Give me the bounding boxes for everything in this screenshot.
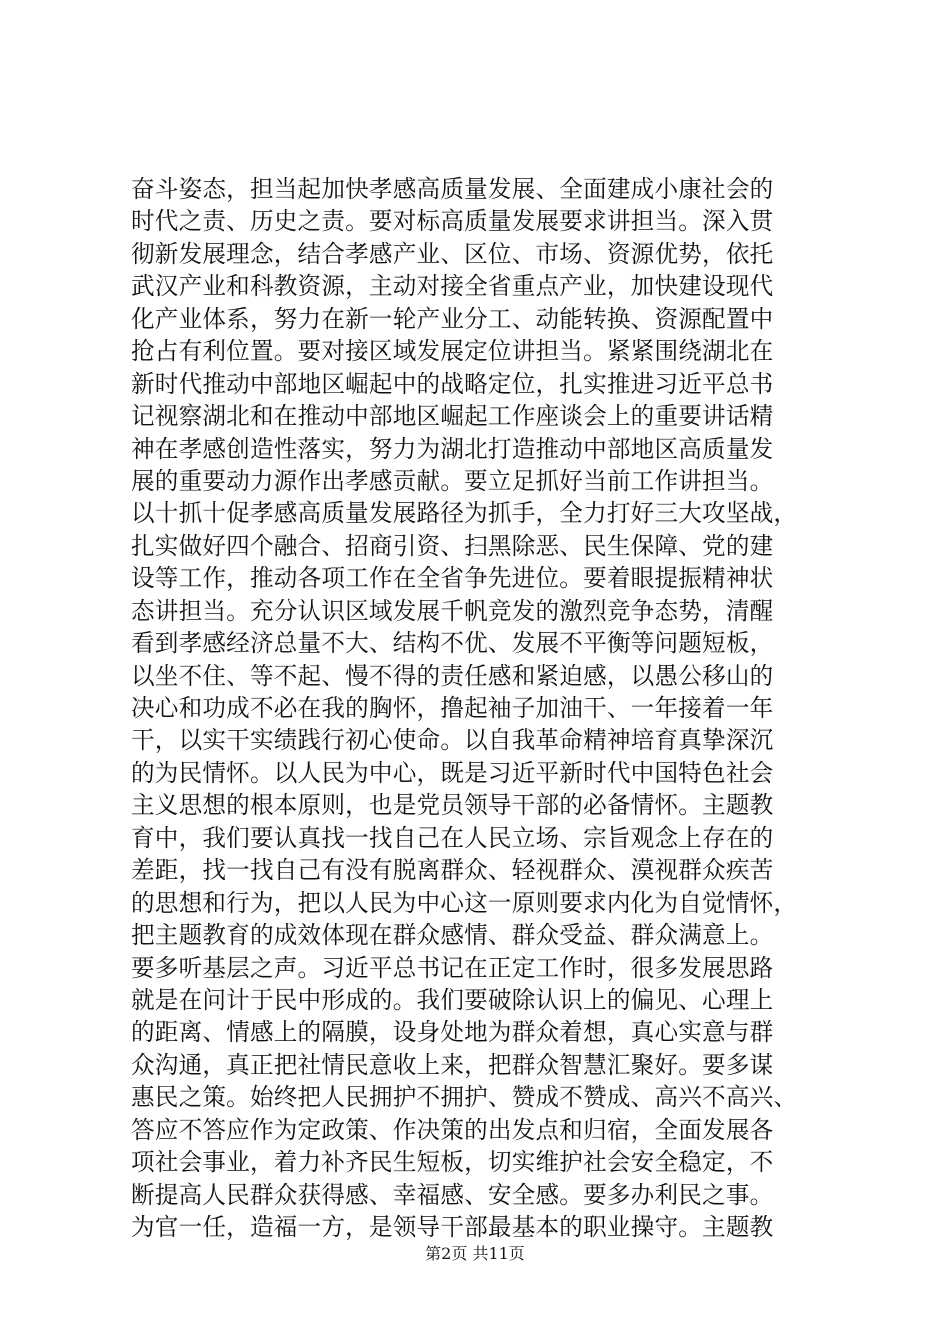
text-line: 态讲担当。充分认识区域发展千帆竞发的激烈竞争态势，清醒 bbox=[131, 596, 774, 625]
text-line: 的为民情怀。以人民为中心，既是习近平新时代中国特色社会 bbox=[131, 758, 774, 787]
text-line: 为官一任，造福一方，是领导干部最基本的职业操守。主题教 bbox=[131, 1213, 774, 1241]
text-line: 展的重要动力源作出孝感贡献。要立足抓好当前工作讲担当。 bbox=[131, 466, 774, 495]
text-line: 把主题教育的成效体现在群众感情、群众受益、群众满意上。 bbox=[131, 921, 774, 950]
page-footer: 第2页 共11页 bbox=[425, 1244, 525, 1263]
text-line: 以十抓十促孝感高质量发展路径为抓手，全力打好三大攻坚战， bbox=[131, 499, 798, 528]
text-line: 记视察湖北和在推动中部地区崛起工作座谈会上的重要讲话精 bbox=[131, 402, 774, 431]
text-line: 的距离、情感上的隔膜，设身处地为群众着想，真心实意与群 bbox=[131, 1018, 774, 1047]
text-line: 神在孝感创造性落实，努力为湖北打造推动中部地区高质量发 bbox=[131, 434, 774, 463]
text-line: 差距，找一找自己有没有脱离群众、轻视群众、漠视群众疾苦 bbox=[131, 856, 774, 885]
text-line: 答应不答应作为定政策、作决策的出发点和归宿，全面发展各 bbox=[131, 1115, 774, 1144]
text-line: 看到孝感经济总量不大、结构不优、发展不平衡等问题短板， bbox=[131, 629, 774, 658]
text-line: 惠民之策。始终把人民拥护不拥护、赞成不赞成、高兴不高兴、 bbox=[131, 1083, 798, 1112]
text-line: 以坐不住、等不起、慢不得的责任感和紧迫感，以愚公移山的 bbox=[131, 661, 774, 690]
text-line: 化产业体系，努力在新一轮产业分工、动能转换、资源配置中 bbox=[131, 304, 774, 333]
text-line: 彻新发展理念，结合孝感产业、区位、市场、资源优势，依托 bbox=[131, 239, 774, 268]
text-line: 武汉产业和科教资源，主动对接全省重点产业，加快建设现代 bbox=[131, 272, 774, 301]
text-line: 的思想和行为，把以人民为中心这一原则要求内化为自觉情怀， bbox=[131, 888, 798, 917]
text-line: 干，以实干实绩践行初心使命。以自我革命精神培育真挚深沉 bbox=[131, 726, 774, 755]
text-line: 断提高人民群众获得感、幸福感、安全感。要多办利民之事。 bbox=[131, 1180, 774, 1209]
text-line: 扎实做好四个融合、招商引资、扫黑除恶、民生保障、党的建 bbox=[131, 531, 774, 560]
text-line: 众沟通，真正把社情民意收上来，把群众智慧汇聚好。要多谋 bbox=[131, 1050, 774, 1079]
text-line: 决心和功成不必在我的胸怀，撸起袖子加油干、一年接着一年 bbox=[131, 694, 774, 722]
text-line: 时代之责、历史之责。要对标高质量发展要求讲担当。深入贯 bbox=[131, 207, 774, 236]
text-line: 奋斗姿态，担当起加快孝感高质量发展、全面建成小康社会的 bbox=[131, 175, 774, 203]
text-line: 抢占有利位置。要对接区域发展定位讲担当。紧紧围绕湖北在 bbox=[131, 337, 774, 366]
text-line: 就是在问计于民中形成的。我们要破除认识上的偏见、心理上 bbox=[131, 985, 774, 1014]
text-line: 设等工作，推动各项工作在全省争先进位。要着眼提振精神状 bbox=[131, 564, 774, 593]
text-line: 项社会事业，着力补齐民生短板，切实维护社会安全稳定，不 bbox=[131, 1148, 774, 1177]
text-line: 新时代推动中部地区崛起中的战略定位，扎实推进习近平总书 bbox=[131, 369, 774, 398]
text-line: 要多听基层之声。习近平总书记在正定工作时，很多发展思路 bbox=[131, 953, 774, 982]
text-line: 育中，我们要认真找一找自己在人民立场、宗旨观念上存在的 bbox=[131, 823, 774, 852]
text-line: 主义思想的根本原则，也是党员领导干部的必备情怀。主题教 bbox=[131, 791, 774, 820]
body-text bbox=[131, 173, 831, 1243]
